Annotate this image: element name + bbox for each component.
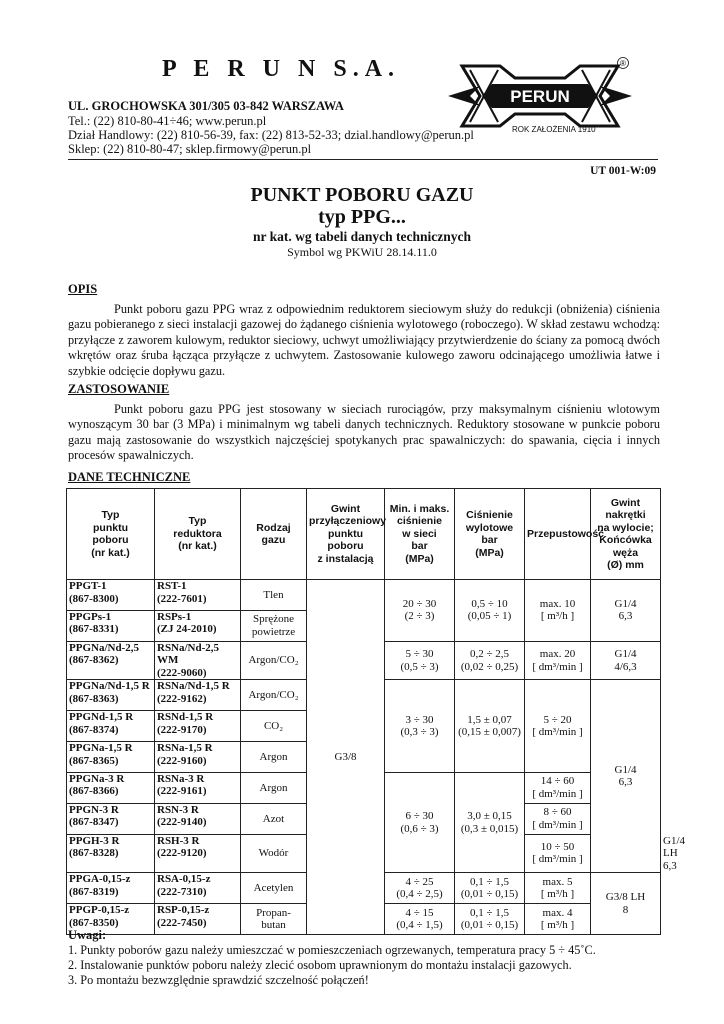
table-cell-reduktor: RSA-0,15-z (222-7310) <box>155 873 241 904</box>
pkwiu-symbol: Symbol wg PKWiU 28.14.11.0 <box>287 245 437 259</box>
table-cell-out-pressure: 0,1 ÷ 1,5 (0,01 ÷ 0,15) <box>455 873 525 904</box>
section-heading-zastosowanie: ZASTOSOWANIE <box>68 382 170 396</box>
table-cell-reduktor: RSNa-1,5 R (222-9160) <box>155 742 241 773</box>
zastosowanie-paragraph: Punkt poboru gazu PPG jest stosowany w sieciach rurociągów, przy maksymalnym ciśnieniu wlotowym wynoszącym 30 bar (3 MPa) i minimalnym wg tabeli danych technicznych. Reduktory stosowane w punkcie poboru gazu mają zastosowanie do wszystkich najczęściej spotykanych prac spawalniczych: do spawania, cięcia i innych procesów spawalniczych. <box>68 402 660 463</box>
table-cell-gas: CO₂ <box>241 711 307 742</box>
table-cell-flow: 8 ÷ 60 [ dm³/min ] <box>525 803 591 834</box>
section-heading-opis: OPIS <box>68 282 98 296</box>
table-cell-flow: 5 ÷ 20 [ dm³/min ] <box>525 680 591 773</box>
table-cell-ppg: PPGNa-1,5 R (867-8365) <box>67 742 155 773</box>
table-cell-gas: Propan- butan <box>241 904 307 935</box>
table-cell-gas: Argon/CO₂ <box>241 641 307 680</box>
table-cell-net-pressure: 3 ÷ 30 (0,3 ÷ 3) <box>385 680 455 773</box>
company-name: P E R U N S.A. <box>162 56 401 82</box>
table-cell-reduktor: RSH-3 R (222-9120) <box>155 834 241 873</box>
table-cell-ppg: PPGA-0,15-z (867-8319) <box>67 873 155 904</box>
registered-mark: ® <box>620 59 626 68</box>
notes-title: Uwagi: <box>68 928 107 942</box>
company-shop: Sklep: (22) 810-80-47; sklep.firmowy@perun.pl <box>68 142 312 156</box>
table-cell-reduktor: RSNa/Nd-1,5 R (222-9162) <box>155 680 241 711</box>
table-cell-ppg: PPGH-3 R (867-8328) <box>67 834 155 873</box>
table-cell-gas: Acetylen <box>241 873 307 904</box>
logo-text: PERUN <box>510 87 570 106</box>
company-address: UL. GROCHOWSKA 301/305 03-842 WARSZAWA <box>68 99 344 113</box>
perun-logo <box>440 56 640 136</box>
table-cell-reduktor: RSN-3 R (222-9140) <box>155 803 241 834</box>
table-cell-net-pressure: 20 ÷ 30 (2 ÷ 3) <box>385 580 455 642</box>
header-cisnienie-wylotowe: Ciśnienie wylotowe bar (MPa) <box>455 489 525 580</box>
section-heading-dane: DANE TECHNICZNE <box>68 470 191 484</box>
table-cell-reduktor: RSNa-3 R (222-9161) <box>155 772 241 803</box>
table-cell-gas: Argon <box>241 742 307 773</box>
table-cell-ppg: PPGT-1 (867-8300) <box>67 580 155 611</box>
table-cell-ppg: PPGN-3 R (867-8347) <box>67 803 155 834</box>
header-typ-reduktora: Typ reduktora (nr kat.) <box>155 489 241 580</box>
note-item: 2. Instalowanie punktów poboru należy zlecić osobom uprawnionym do montażu instalacji gazowych. <box>68 958 572 972</box>
document-code: UT 001-W:09 <box>590 165 656 177</box>
table-cell-ppg: PPGNa/Nd-1,5 R (867-8363) <box>67 680 155 711</box>
table-cell-flow: max. 20 [ dm³/min ] <box>525 641 591 680</box>
founded-year: ROK ZAŁOŻENIA 1910 <box>512 125 596 134</box>
table-cell-flow: max. 5 [ m³/h ] <box>525 873 591 904</box>
table-cell-gwint: G3/8 <box>307 580 385 935</box>
header-przepustowosc: Przepustowość <box>525 489 591 580</box>
table-cell-reduktor: RSP-0,15-z (222-7450) <box>155 904 241 935</box>
table-cell-flow: 14 ÷ 60 [ dm³/min ] <box>525 772 591 803</box>
header-gwint-nakretki: Gwint nakrętki na wylocie; Końcówka węża (Ø) mm <box>591 489 661 580</box>
table-cell-ppg: PPGNa-3 R (867-8366) <box>67 772 155 803</box>
table-cell-nut: G1/4 6,3 <box>591 680 661 873</box>
table-cell-ppg: PPGP-0,15-z (867-8350) <box>67 904 155 935</box>
table-cell-gas: Azot <box>241 803 307 834</box>
product-type: typ PPG... <box>318 206 406 228</box>
header-gwint-przylaczeniowy: Gwint przyłączeniowy punktu poboru z instalacją <box>307 489 385 580</box>
table-cell-flow: 10 ÷ 50 [ dm³/min ] <box>525 834 591 873</box>
table-cell-flow: max. 4 [ m³/h ] <box>525 904 591 935</box>
header-typ-punktu: Typ punktu poboru (nr kat.) <box>67 489 155 580</box>
page-title: PUNKT POBORU GAZU <box>250 184 474 206</box>
technical-data-table: Typ punktu poboru (nr kat.) Typ reduktora (nr kat.) Rodzaj gazu Gwint przyłączeniowy punktu poboru z instalacją Min. i maks. ciśnienie w sieci bar (MPa) Ciśnienie wylotowe bar (MPa) Przepustowość Gwint nakrętki na wylocie; Końcówka węża (Ø) mm PPGT-1 (867-8300) RST-1 (222-7601) Tlen G3/8 20 ÷ 30 (2 ÷ 3) 0,5 ÷ 10 (0,05 ÷ 1) max. 10 [ m³/h ] G1/4 6,3 PPGPs-1 (867-8331) RSPs-1 (ZJ 24-2010) Sprężone powietrze PPGNa/Nd-2,5 (867-8362) RSNa/Nd-2,5 WM (222-9060) Argon/CO₂ 5 ÷ 30 (0,5 ÷ 3) 0,2 ÷ 2,5 (0,02 ÷ 0,25) max. 20 [ dm³/min ] G1/4 4/6,3 PPGNa/Nd-1,5 R (867-8363) RSNa/Nd-1,5 R (222-9162) Argon/CO₂ 3 ÷ 30 (0,3 ÷ 3) 1,5 ± 0,07 (0,15 ± 0,007) 5 ÷ 20 [ dm³/min ] G1/4 6,3 PPGNd-1,5 R (867-8374) RSNd-1,5 R (222-9170) CO₂ PPGNa-1,5 R (867-8365) RSNa-1,5 R (222-9160) Argon PPGNa-3 R (867-8366) RSNa-3 R (222-9161) Argon 6 ÷ 30 (0,6 ÷ 3) 3,0 ± 0,15 (0,3 ± 0,015) 14 ÷ 60 [ dm³/min ] PPGN-3 R (867-8347) RSN-3 R (222-9140) Azot 8 ÷ 60 [ dm³/min ] PPGH-3 R (867-8328) RSH-3 R (222-9120) Wodór 10 ÷ 50 [ dm³/min ] G1/4 LH 6,3 PPGA-0,15-z (867-8319) RSA-0,15-z (222-7310) Acetylen 4 ÷ 25 (0,4 ÷ 2,5) 0,1 ÷ 1,5 (0,01 ÷ 0,15) max. 5 [ m³/h ] G3/8 LH 8 PPGP-0,15-z (867-8350) RSP-0,15-z (222-7450) Propan- butan 4 ÷ 15 (0,4 ÷ 1,5) 0,1 ÷ 1,5 (0,01 ÷ 0,15) max. 4 [ m³/h ] <box>66 488 661 935</box>
catalog-note: nr kat. wg tabeli danych technicznych <box>252 229 471 244</box>
table-cell-out-pressure: 0,1 ÷ 1,5 (0,01 ÷ 0,15) <box>455 904 525 935</box>
table-cell-ppg: PPGNd-1,5 R (867-8374) <box>67 711 155 742</box>
table-cell-gas: Argon <box>241 772 307 803</box>
table-cell-ppg: PPGPs-1 (867-8331) <box>67 610 155 641</box>
table-cell-reduktor: RST-1 (222-7601) <box>155 580 241 611</box>
note-item: 1. Punkty poborów gazu należy umieszczać w pomieszczeniach ogrzewanych, temperatura pracy 5 ÷ 45˚C. <box>68 943 596 957</box>
table-cell-gas: Wodór <box>241 834 307 873</box>
table-cell-net-pressure: 4 ÷ 25 (0,4 ÷ 2,5) <box>385 873 455 904</box>
table-cell-net-pressure: 4 ÷ 15 (0,4 ÷ 1,5) <box>385 904 455 935</box>
table-cell-reduktor: RSPs-1 (ZJ 24-2010) <box>155 610 241 641</box>
table-cell-gas: Argon/CO₂ <box>241 680 307 711</box>
header-cisnienie-sieci: Min. i maks. ciśnienie w sieci bar (MPa) <box>385 489 455 580</box>
company-phone: Tel.: (22) 810-80-41÷46; www.perun.pl <box>68 114 267 128</box>
table-cell-net-pressure: 6 ÷ 30 (0,6 ÷ 3) <box>385 772 455 872</box>
table-cell-out-pressure: 0,2 ÷ 2,5 (0,02 ÷ 0,25) <box>455 641 525 680</box>
table-cell-out-pressure: 3,0 ± 0,15 (0,3 ± 0,015) <box>455 772 525 872</box>
table-cell-out-pressure: 1,5 ± 0,07 (0,15 ± 0,007) <box>455 680 525 773</box>
opis-paragraph: Punkt poboru gazu PPG wraz z odpowiednim reduktorem sieciowym służy do redukcji (obniżenia) ciśnienia gazu pobieranego z sieci instalacji gazowej do żądanego ciśnienia wylotowego (roboczego). W skład zestawu wchodzą: przyłącze z zaworem kulowym, reduktor sieciowy, uchwyt umożliwiający przytwierdzenie do ściany za pomocą dwóch wkrętów oraz śruba łącząca przyłącze z uchwytem. Zastosowanie kulowego zaworu odcinającego umożliwia łatwe i szybkie odcięcie dopływu gazu. <box>68 302 660 378</box>
table-cell-nut: G1/4 6,3 <box>591 580 661 642</box>
table-cell-reduktor: RSNa/Nd-2,5 WM (222-9060) <box>155 641 241 680</box>
header-rodzaj-gazu: Rodzaj gazu <box>241 489 307 580</box>
table-cell-net-pressure: 5 ÷ 30 (0,5 ÷ 3) <box>385 641 455 680</box>
table-cell-nut: G1/4 4/6,3 <box>591 641 661 680</box>
company-sales: Dział Handlowy: (22) 810-56-39, fax: (22) 813-52-33; dzial.handlowy@perun.pl <box>68 128 474 142</box>
note-item: 3. Po montażu bezwzględnie sprawdzić szczelność połączeń! <box>68 973 369 987</box>
table-cell-gas: Sprężone powietrze <box>241 610 307 641</box>
header-divider <box>68 159 658 160</box>
table-cell-gas: Tlen <box>241 580 307 611</box>
table-cell-ppg: PPGNa/Nd-2,5 (867-8362) <box>67 641 155 680</box>
table-cell-flow: max. 10 [ m³/h ] <box>525 580 591 642</box>
table-cell-reduktor: RSNd-1,5 R (222-9170) <box>155 711 241 742</box>
table-cell-out-pressure: 0,5 ÷ 10 (0,05 ÷ 1) <box>455 580 525 642</box>
table-cell-nut: G3/8 LH 8 <box>591 873 661 935</box>
